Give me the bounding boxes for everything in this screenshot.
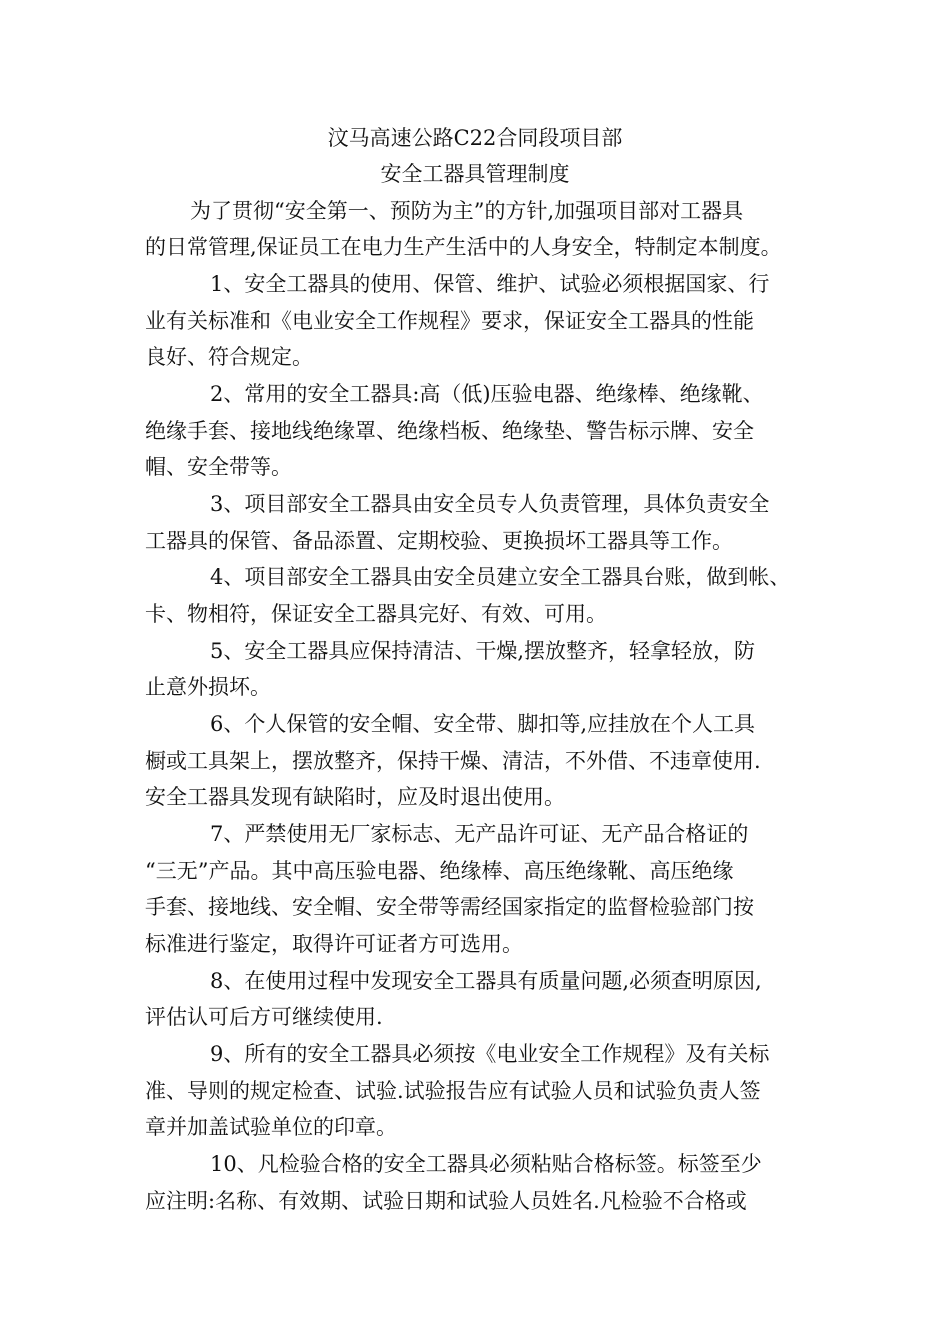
paragraph-line: 卡、物相符，保证安全工器具完好、有效、可用。 <box>145 602 607 626</box>
paragraph-line: “三无”产品。其中高压验电器、绝缘棒、高压绝缘靴、高压绝缘 <box>145 859 734 883</box>
paragraph-line: 标准进行鉴定，取得许可证者方可选用。 <box>145 932 523 956</box>
paragraph-line: 帽、安全带等。 <box>145 455 292 479</box>
paragraph-line: 7、严禁使用无厂家标志、无产品许可证、无产品合格证的 <box>210 822 749 846</box>
paragraph-line: 为了贯彻“安全第一、预防为主”的方针,加强项目部对工器具 <box>190 199 744 223</box>
paragraph-line: 5、安全工器具应保持清洁、干燥,摆放整齐，轻拿轻放，防 <box>210 639 756 663</box>
paragraph-line: 手套、接地线、安全帽、安全带等需经国家指定的监督检验部门按 <box>145 895 754 919</box>
paragraph-line: 橱或工具架上，摆放整齐，保持干燥、清洁，不外借、不违章使用. <box>145 749 761 773</box>
paragraph-line: 8、在使用过程中发现安全工器具有质量问题,必须查明原因, <box>210 969 762 993</box>
paragraph-line: 9、所有的安全工器具必须按《电业安全工作规程》及有关标 <box>210 1042 770 1066</box>
paragraph-line: 安全工器具发现有缺陷时，应及时退出使用。 <box>145 785 565 809</box>
paragraph-line: 6、个人保管的安全帽、安全带、脚扣等,应挂放在个人工具 <box>210 712 756 736</box>
paragraph-line: 准、导则的规定检查、试验.试验报告应有试验人员和试验负责人签 <box>145 1079 761 1103</box>
document-subtitle: 安全工器具管理制度 <box>380 162 570 186</box>
document-title: 汶马高速公路C22合同段项目部 <box>327 126 623 150</box>
paragraph-line: 良好、符合规定。 <box>145 345 313 369</box>
paragraph-line: 的日常管理,保证员工在电力生产生活中的人身安全，特制定本制度。 <box>145 235 782 259</box>
paragraph-line: 评估认可后方可继续使用. <box>145 1005 383 1029</box>
paragraph-line: 工器具的保管、备品添置、定期校验、更换损坏工器具等工作。 <box>145 529 733 553</box>
paragraph-line: 3、项目部安全工器具由安全员专人负责管理，具体负责安全 <box>210 492 770 516</box>
paragraph-line: 4、项目部安全工器具由安全员建立安全工器具台账，做到帐、 <box>210 565 791 589</box>
paragraph-line: 章并加盖试验单位的印章。 <box>145 1115 397 1139</box>
paragraph-line: 业有关标准和《电业安全工作规程》要求，保证安全工器具的性能 <box>145 309 754 333</box>
paragraph-line: 10、凡检验合格的安全工器具必须粘贴合格标签。标签至少 <box>210 1152 762 1176</box>
paragraph-line: 应注明:名称、有效期、试验日期和试验人员姓名.凡检验不合格或 <box>145 1189 747 1213</box>
paragraph-line: 1、安全工器具的使用、保管、维护、试验必须根据国家、行 <box>210 272 770 296</box>
paragraph-line: 止意外损坏。 <box>145 675 271 699</box>
paragraph-line: 绝缘手套、接地线绝缘罩、绝缘档板、绝缘垫、警告标示牌、安全 <box>145 419 754 443</box>
paragraph-line: 2、常用的安全工器具:高（低)压验电器、绝缘棒、绝缘靴、 <box>210 382 764 406</box>
